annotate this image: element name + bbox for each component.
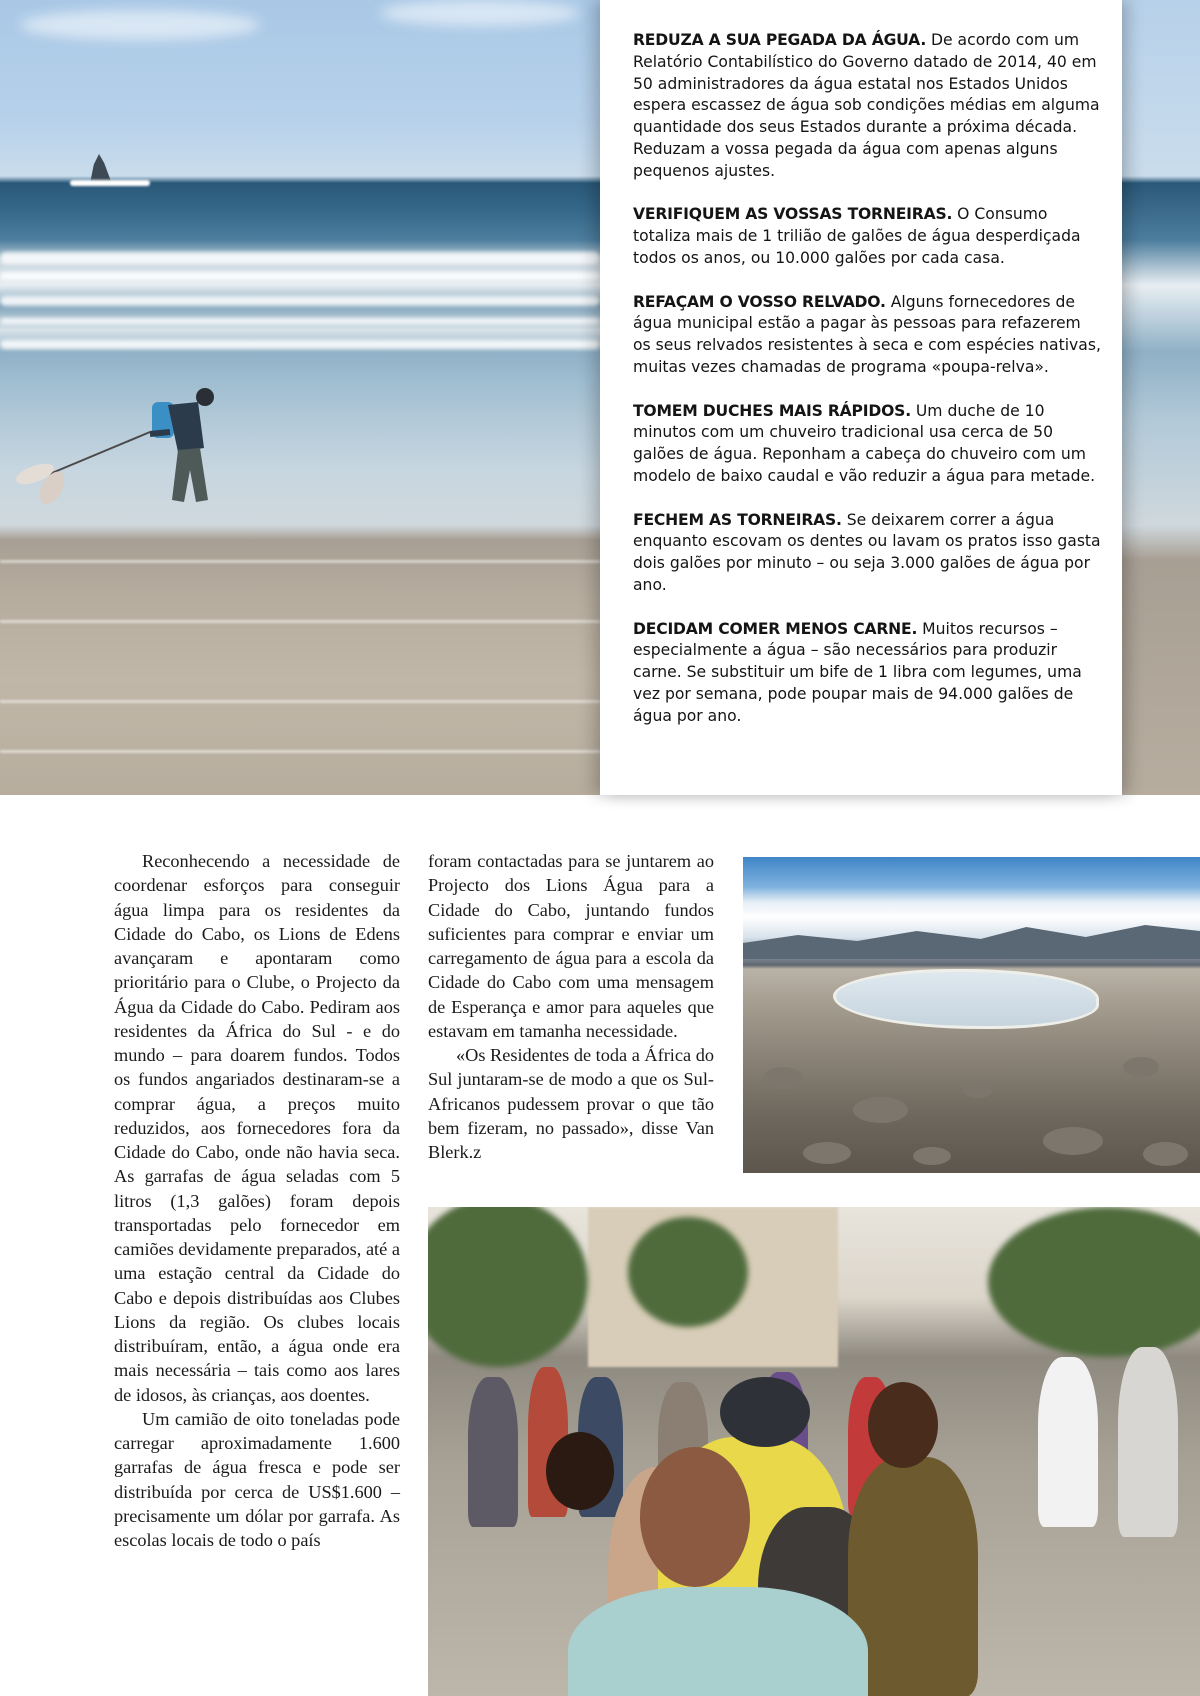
tip-body: Muitos recursos – especialmente a água – são necessários para produzir carne. Se substituir um bife de 1 libra com legumes, uma vez por semana, pode poupar mais de 94.000 galões de água por ano. [633,619,1082,725]
tip-less-meat [633,619,1102,728]
tip-body: Alguns fornecedores de água municipal estão a pagar às pessoas para refazerem os seus relvados resistentes à seca e com espécies nativas, muitas vezes chamadas de programa «poupa-relva». [633,292,1101,376]
tip-heading: REFAÇAM O VOSSO RELVADO. [633,292,886,311]
fisherman-figure [0,0,600,795]
article-paragraph: Um camião de oito toneladas pode carregar aproximadamente 1.600 garrafas de água fresca e pode ser distribuída por cerca de US$1.600 – precisamente um dólar por garrafa. As escolas locais de todo o país [114,1408,400,1550]
article-paragraph: «Os Residentes de toda a África do Sul juntaram-se de modo a que os Sul-Africanos pudessem provar o que tão bem fizeram, no passado», disse Van Blerk.z [428,1045,714,1162]
tip-shorter-showers [633,401,1102,488]
tip-body: Se deixarem correr a água enquanto escovam os dentes ou lavam os pratos isso gasta dois galões por minuto – ou seja 3.000 galões de água por ano. [633,510,1101,594]
tip-reduce-footprint [633,30,1102,183]
article-paragraph: foram contactadas para se juntarem ao Projecto dos Lions Água para a Cidade do Cabo, juntando fundos suficientes para comprar e enviar um carregamento de água para a escola da Cidade do Cabo com uma mensagem de Esperança e amor para aqueles que estavam em tamanha necessidade. [428,851,714,1041]
tip-turn-off-taps [633,510,1102,597]
tip-heading: REDUZA A SUA PEGADA DA ÁGUA. [633,31,927,49]
tip-redo-lawn [633,292,1102,379]
tip-heading: TOMEM DUCHES MAIS RÁPIDOS. [633,401,911,420]
tip-heading: VERIFIQUEM AS VOSSAS TORNEIRAS. [633,205,953,224]
tip-heading: DECIDAM COMER MENOS CARNE. [633,619,918,638]
tip-heading: FECHEM AS TORNEIRAS. [633,510,842,529]
article-column-1 [114,849,400,1552]
water-pool [833,969,1099,1029]
tip-body: O Consumo totaliza mais de 1 trilião de galões de água desperdiçada todos os anos, ou 10.000 galões por cada casa. [633,205,1081,267]
tip-body: Um duche de 10 minutos com um chuveiro tradicional usa cerca de 50 galões de água. Reponham a cabeça do chuveiro com um modelo de baixo caudal e vão reduzir a água para metade. [633,401,1096,485]
water-tips-panel [600,0,1122,795]
tip-check-faucets [633,204,1102,269]
tip-body: De acordo com um Relatório Contabilístico do Governo datado de 2014, 40 em 50 administradores da água estatal nos Estados Unidos espera escassez de água sob condições médias em alguma quantidade dos seus Estados durante a próxima década. Reduzam a vossa pegada da água com apenas alguns pequenos ajustes. [633,31,1100,180]
article-column-2 [428,849,714,1164]
dry-reservoir-photo [743,857,1200,1173]
article-paragraph: Reconhecendo a necessidade de coordenar esforços para conseguir água limpa para os residentes da Cidade do Cabo, os Lions de Edens avançaram e apontaram como prioritário para o Clube, o Projecto da Água da Cidade do Cabo. Pediram aos residentes da África do Sul - e do mundo – para doarem fundos. Todos os fundos angariados destinaram-se a comprar água, a preços muito reduzidos, aos fornecedores fora da Cidade do Cabo, onde não havia seca. As garrafas de água seladas com 5 litros (1,3 galões) foram depois transportadas pelo fornecedor em camiões devidamente preparados, até a uma estação central da Cidade do Cabo e depois distribuídas aos Clubes Lions da região. Os clubes locais distribuíram, então, a água onde era mais necessária – tais como aos lares de idosos, às crianças, aos doentes. [114,851,400,1405]
water-queue-photo [428,1207,1200,1696]
